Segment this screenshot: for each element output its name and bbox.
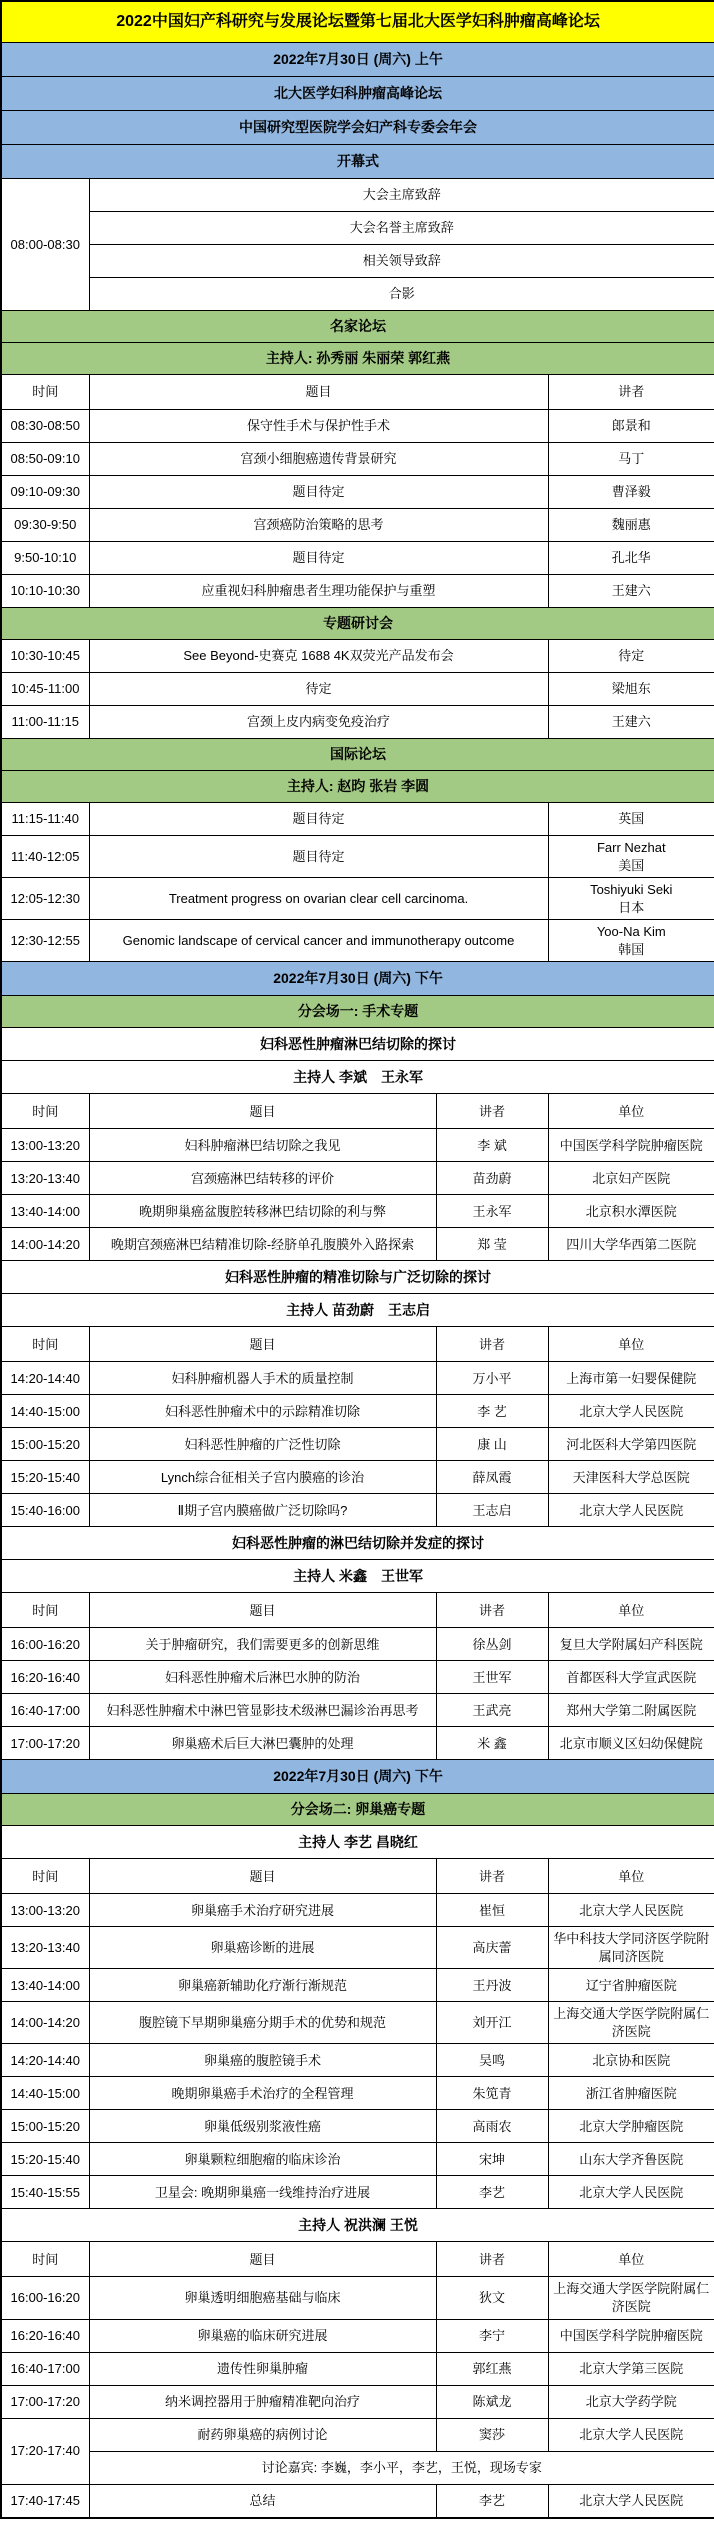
session-title-row xyxy=(1,1560,714,1593)
time-cell: 10:45-11:00 xyxy=(1,673,89,706)
agenda-row xyxy=(1,542,714,575)
time-cell: 9:50-10:10 xyxy=(1,542,89,575)
time-cell: 16:20-16:40 xyxy=(1,2319,89,2352)
date-banner: 中国研究型医院学会妇产科专委会年会 xyxy=(1,111,714,145)
agenda-row xyxy=(1,1395,714,1428)
time-cell: 12:30-12:55 xyxy=(1,920,89,962)
speaker-cell xyxy=(548,836,714,878)
agenda-row xyxy=(1,1461,714,1494)
topic-cell: 卵巢颗粒细胞瘤的临床诊治 xyxy=(89,2143,436,2176)
section-banner: 主持人: 赵昀 张岩 李圆 xyxy=(1,771,714,803)
time-cell: 08:50-09:10 xyxy=(1,443,89,476)
session-title-row xyxy=(1,1294,714,1327)
org-cell: 上海交通大学医学院附属仁济医院 xyxy=(548,2277,714,2319)
speaker-cell: 薛凤霞 xyxy=(436,1461,548,1494)
speaker-cell xyxy=(548,920,714,962)
time-cell: 15:40-16:00 xyxy=(1,1494,89,1527)
session-title: 主持人 苗劲蔚 王志启 xyxy=(1,1294,714,1327)
agenda-row xyxy=(1,1162,714,1195)
org-cell: 北京协和医院 xyxy=(548,2044,714,2077)
topic-cell: 宫颈小细胞癌遗传背景研究 xyxy=(89,443,548,476)
time-cell: 08:30-08:50 xyxy=(1,410,89,443)
speaker-cell: 崔恒 xyxy=(436,1894,548,1927)
speaker-cell: 高庆蕾 xyxy=(436,1927,548,1969)
time-cell: 14:00-14:20 xyxy=(1,2002,89,2044)
time-cell: 17:00-17:20 xyxy=(1,2385,89,2418)
agenda-row xyxy=(1,410,714,443)
time-cell: 17:40-17:45 xyxy=(1,2484,89,2518)
topic-cell: 卵巢癌手术治疗研究进展 xyxy=(89,1894,436,1927)
speaker-cell: 王建六 xyxy=(548,706,714,739)
org-cell: 北京大学肿瘤医院 xyxy=(548,2110,714,2143)
opening-ceremony-row xyxy=(1,179,714,212)
speaker-cell: 待定 xyxy=(548,640,714,673)
agenda-row xyxy=(1,2418,714,2451)
org-cell: 浙江省肿瘤医院 xyxy=(548,2077,714,2110)
date-banner: 2022年7月30日 (周六) 上午 xyxy=(1,43,714,77)
section-banner-row xyxy=(1,343,714,375)
col-header-topic: 题目 xyxy=(89,1094,436,1129)
topic-cell: 妇科恶性肿瘤的广泛性切除 xyxy=(89,1428,436,1461)
agenda-row xyxy=(1,2002,714,2044)
speaker-cell: 高雨农 xyxy=(436,2110,548,2143)
col-header-topic: 题目 xyxy=(89,2242,436,2277)
time-cell: 17:20-17:40 xyxy=(1,2418,89,2484)
time-cell: 10:10-10:30 xyxy=(1,575,89,608)
discussion-guests-row xyxy=(1,2451,714,2484)
speaker-cell: 万小平 xyxy=(436,1362,548,1395)
time-cell: 14:40-15:00 xyxy=(1,2077,89,2110)
org-cell: 中国医学科学院肿瘤医院 xyxy=(548,1129,714,1162)
topic-cell: 关于肿瘤研究，我们需要更多的创新思维 xyxy=(89,1628,436,1661)
topic-cell: 总结 xyxy=(89,2484,436,2518)
speaker-cell: 李 斌 xyxy=(436,1129,548,1162)
opening-ceremony-row xyxy=(1,245,714,278)
time-cell: 15:00-15:20 xyxy=(1,2110,89,2143)
topic-cell: 保守性手术与保护性手术 xyxy=(89,410,548,443)
agenda-row xyxy=(1,575,714,608)
topic-cell: 卫星会: 晚期卵巢癌一线维持治疗进展 xyxy=(89,2176,436,2209)
time-cell: 09:10-09:30 xyxy=(1,476,89,509)
topic-cell: 宫颈上皮内病变免疫治疗 xyxy=(89,706,548,739)
date-banner: 北大医学妇科肿瘤高峰论坛 xyxy=(1,77,714,111)
agenda-row xyxy=(1,1362,714,1395)
col-header-org: 单位 xyxy=(548,1593,714,1628)
agenda-item-cell: 大会主席致辞 xyxy=(89,179,714,212)
agenda-row xyxy=(1,1927,714,1969)
col-header-speaker: 讲者 xyxy=(436,1593,548,1628)
col-header-time: 时间 xyxy=(1,2242,89,2277)
session-title-row xyxy=(1,1826,714,1859)
topic-cell: 纳米调控器用于肿瘤精准靶向治疗 xyxy=(89,2385,436,2418)
col-header-speaker: 讲者 xyxy=(548,375,714,410)
speaker-cell: 马丁 xyxy=(548,443,714,476)
time-cell: 14:00-14:20 xyxy=(1,1228,89,1261)
org-cell: 北京大学药学院 xyxy=(548,2385,714,2418)
topic-cell: Genomic landscape of cervical cancer and immunotherapy outcome xyxy=(89,920,548,962)
time-cell: 13:40-14:00 xyxy=(1,1969,89,2002)
speaker-line: Farr Nezhat xyxy=(596,840,666,855)
org-cell: 北京大学人民医院 xyxy=(548,2418,714,2451)
speaker-cell: 苗劲蔚 xyxy=(436,1162,548,1195)
topic-cell: 耐药卵巢癌的病例讨论 xyxy=(89,2418,436,2451)
org-cell: 北京大学第三医院 xyxy=(548,2352,714,2385)
date-banner-row xyxy=(1,43,714,77)
agenda-row xyxy=(1,1494,714,1527)
speaker-line: Yoo-Na Kim xyxy=(596,924,666,940)
agenda-item-cell: 大会名誉主席致辞 xyxy=(89,212,714,245)
speaker-cell xyxy=(548,878,714,920)
agenda-row xyxy=(1,2044,714,2077)
session-title: 主持人 祝洪澜 王悦 xyxy=(1,2209,714,2242)
col-header-time: 时间 xyxy=(1,1859,89,1894)
org-cell: 首都医科大学宣武医院 xyxy=(548,1661,714,1694)
date-banner-row xyxy=(1,77,714,111)
time-cell: 15:00-15:20 xyxy=(1,1428,89,1461)
agenda-item-cell: 相关领导致辞 xyxy=(89,245,714,278)
date-banner-row xyxy=(1,1760,714,1794)
session-title-row xyxy=(1,2209,714,2242)
agenda-row xyxy=(1,1628,714,1661)
section-banner-row xyxy=(1,771,714,803)
date-banner: 开幕式 xyxy=(1,145,714,179)
conference-title: 2022中国妇产科研究与发展论坛暨第七届北大医学妇科肿瘤高峰论坛 xyxy=(1,1,714,43)
speaker-cell: 宋坤 xyxy=(436,2143,548,2176)
speaker-cell: 王志启 xyxy=(436,1494,548,1527)
col-header-org: 单位 xyxy=(548,1327,714,1362)
org-cell: 北京大学人民医院 xyxy=(548,1395,714,1428)
time-cell: 17:00-17:20 xyxy=(1,1727,89,1760)
session-title-row xyxy=(1,1527,714,1560)
org-cell: 北京大学人民医院 xyxy=(548,1894,714,1927)
time-cell: 12:05-12:30 xyxy=(1,878,89,920)
session-title-row xyxy=(1,1061,714,1094)
time-cell: 13:20-13:40 xyxy=(1,1927,89,1969)
speaker-cell: 康 山 xyxy=(436,1428,548,1461)
col-header-org: 单位 xyxy=(548,1094,714,1129)
speaker-line: Toshiyuki Seki xyxy=(590,882,673,898)
topic-cell: 卵巢透明细胞癌基础与临床 xyxy=(89,2277,436,2319)
speaker-cell: 陈斌龙 xyxy=(436,2385,548,2418)
org-cell: 北京妇产医院 xyxy=(548,1162,714,1195)
time-cell: 14:20-14:40 xyxy=(1,2044,89,2077)
col-header-org: 单位 xyxy=(548,2242,714,2277)
col-header-topic: 题目 xyxy=(89,1327,436,1362)
col-header-topic: 题目 xyxy=(89,1593,436,1628)
topic-cell: 卵巢癌术后巨大淋巴囊肿的处理 xyxy=(89,1727,436,1760)
org-cell: 北京市顺义区妇幼保健院 xyxy=(548,1727,714,1760)
topic-cell: 卵巢癌的腹腔镜手术 xyxy=(89,2044,436,2077)
conference-title-row xyxy=(1,1,714,43)
col-header-speaker: 讲者 xyxy=(436,2242,548,2277)
speaker-cell: 孔北华 xyxy=(548,542,714,575)
org-cell: 北京大学人民医院 xyxy=(548,2176,714,2209)
org-cell: 郑州大学第二附属医院 xyxy=(548,1694,714,1727)
speaker-cell: 李 艺 xyxy=(436,1395,548,1428)
topic-cell: 晚期卵巢癌盆腹腔转移淋巴结切除的利与弊 xyxy=(89,1195,436,1228)
topic-cell: 宫颈癌防治策略的思考 xyxy=(89,509,548,542)
section-banner: 专题研讨会 xyxy=(1,608,714,640)
agenda-row xyxy=(1,640,714,673)
topic-cell: 妇科恶性肿瘤术中淋巴管显影技术级淋巴漏诊治再思考 xyxy=(89,1694,436,1727)
date-banner: 2022年7月30日 (周六) 下午 xyxy=(1,962,714,996)
column-header-row xyxy=(1,1593,714,1628)
topic-cell: 题目待定 xyxy=(89,836,548,878)
speaker-line: 美国 xyxy=(618,857,645,873)
agenda-row xyxy=(1,803,714,836)
date-banner-row xyxy=(1,962,714,996)
topic-cell: 题目待定 xyxy=(89,542,548,575)
speaker-cell: 李艺 xyxy=(436,2176,548,2209)
section-banner-row xyxy=(1,996,714,1028)
time-cell: 16:40-17:00 xyxy=(1,1694,89,1727)
speaker-cell: 郭红燕 xyxy=(436,2352,548,2385)
speaker-line: 韩国 xyxy=(618,941,645,957)
agenda-row xyxy=(1,2484,714,2518)
agenda-row xyxy=(1,2110,714,2143)
column-header-row xyxy=(1,1327,714,1362)
topic-cell: 应重视妇科肿瘤患者生理功能保护与重塑 xyxy=(89,575,548,608)
agenda-row xyxy=(1,2319,714,2352)
opening-ceremony-row xyxy=(1,278,714,311)
session-title: 妇科恶性肿瘤的精准切除与广泛切除的探讨 xyxy=(1,1261,714,1294)
section-banner-row xyxy=(1,1794,714,1826)
time-cell: 10:30-10:45 xyxy=(1,640,89,673)
speaker-cell: 王建六 xyxy=(548,575,714,608)
agenda-row xyxy=(1,2077,714,2110)
speaker-cell: 窦莎 xyxy=(436,2418,548,2451)
agenda-row xyxy=(1,1661,714,1694)
col-header-topic: 题目 xyxy=(89,1859,436,1894)
agenda-item-cell: 合影 xyxy=(89,278,714,311)
agenda-row xyxy=(1,673,714,706)
org-cell: 北京大学人民医院 xyxy=(548,2484,714,2518)
agenda-row xyxy=(1,509,714,542)
org-cell: 华中科技大学同济医学院附属同济医院 xyxy=(548,1927,714,1969)
session-title: 主持人 米鑫 王世军 xyxy=(1,1560,714,1593)
speaker-cell: 王丹波 xyxy=(436,1969,548,2002)
time-cell: 09:30-9:50 xyxy=(1,509,89,542)
topic-cell: Ⅱ期子宫内膜癌做广泛切除吗? xyxy=(89,1494,436,1527)
speaker-cell: 朱笕青 xyxy=(436,2077,548,2110)
agenda-row xyxy=(1,878,714,920)
section-banner: 分会场二: 卵巢癌专题 xyxy=(1,1794,714,1826)
speaker-cell: 李宁 xyxy=(436,2319,548,2352)
col-header-time: 时间 xyxy=(1,1094,89,1129)
topic-cell: 晚期卵巢癌手术治疗的全程管理 xyxy=(89,2077,436,2110)
time-cell: 16:20-16:40 xyxy=(1,1661,89,1694)
org-cell: 天津医科大学总医院 xyxy=(548,1461,714,1494)
column-header-row xyxy=(1,1859,714,1894)
session-title: 妇科恶性肿瘤淋巴结切除的探讨 xyxy=(1,1028,714,1061)
time-cell: 13:20-13:40 xyxy=(1,1162,89,1195)
speaker-cell: 吴鸣 xyxy=(436,2044,548,2077)
topic-cell: 妇科肿瘤机器人手术的质量控制 xyxy=(89,1362,436,1395)
topic-cell: 卵巢癌诊断的进展 xyxy=(89,1927,436,1969)
section-banner-row xyxy=(1,608,714,640)
session-title-row xyxy=(1,1028,714,1061)
speaker-cell: 英国 xyxy=(548,803,714,836)
speaker-cell: 徐丛剑 xyxy=(436,1628,548,1661)
time-cell: 14:20-14:40 xyxy=(1,1362,89,1395)
section-banner: 名家论坛 xyxy=(1,311,714,343)
time-cell: 13:00-13:20 xyxy=(1,1894,89,1927)
org-cell: 上海交通大学医学院附属仁济医院 xyxy=(548,2002,714,2044)
topic-cell: 遗传性卵巢肿瘤 xyxy=(89,2352,436,2385)
col-header-topic: 题目 xyxy=(89,375,548,410)
time-cell: 11:00-11:15 xyxy=(1,706,89,739)
speaker-cell: 郑 莹 xyxy=(436,1228,548,1261)
agenda-row xyxy=(1,476,714,509)
session-title: 主持人 李斌 王永军 xyxy=(1,1061,714,1094)
speaker-cell: 王世军 xyxy=(436,1661,548,1694)
note-cell: 讨论嘉宾: 李巍，李小平，李艺，王悦，现场专家 xyxy=(89,2451,714,2484)
org-cell: 河北医科大学第四医院 xyxy=(548,1428,714,1461)
agenda-row xyxy=(1,1969,714,2002)
time-cell: 16:00-16:20 xyxy=(1,2277,89,2319)
agenda-row xyxy=(1,1428,714,1461)
agenda-row xyxy=(1,1228,714,1261)
speaker-cell: 刘开江 xyxy=(436,2002,548,2044)
section-banner: 国际论坛 xyxy=(1,739,714,771)
agenda-row xyxy=(1,2385,714,2418)
agenda-row xyxy=(1,1727,714,1760)
date-banner-row xyxy=(1,111,714,145)
col-header-speaker: 讲者 xyxy=(436,1327,548,1362)
topic-cell: 卵巢癌新辅助化疗渐行渐规范 xyxy=(89,1969,436,2002)
column-header-row xyxy=(1,375,714,410)
topic-cell: 卵巢癌的临床研究进展 xyxy=(89,2319,436,2352)
org-cell: 复旦大学附属妇产科医院 xyxy=(548,1628,714,1661)
speaker-cell: 王武亮 xyxy=(436,1694,548,1727)
topic-cell: 题目待定 xyxy=(89,476,548,509)
speaker-cell: 魏丽惠 xyxy=(548,509,714,542)
agenda-row xyxy=(1,2352,714,2385)
agenda-row xyxy=(1,920,714,962)
agenda-row xyxy=(1,2277,714,2319)
section-banner: 分会场一: 手术专题 xyxy=(1,996,714,1028)
time-cell: 13:00-13:20 xyxy=(1,1129,89,1162)
date-banner: 2022年7月30日 (周六) 下午 xyxy=(1,1760,714,1794)
topic-cell: See Beyond-史赛克 1688 4K双荧光产品发布会 xyxy=(89,640,548,673)
org-cell: 辽宁省肿瘤医院 xyxy=(548,1969,714,2002)
topic-cell: 题目待定 xyxy=(89,803,548,836)
speaker-cell: 曹泽毅 xyxy=(548,476,714,509)
speaker-cell: 郎景和 xyxy=(548,410,714,443)
agenda-row xyxy=(1,1694,714,1727)
org-cell: 北京大学人民医院 xyxy=(548,1494,714,1527)
org-cell: 中国医学科学院肿瘤医院 xyxy=(548,2319,714,2352)
col-header-time: 时间 xyxy=(1,1327,89,1362)
time-cell: 11:15-11:40 xyxy=(1,803,89,836)
session-title: 主持人 李艺 昌晓红 xyxy=(1,1826,714,1859)
column-header-row xyxy=(1,2242,714,2277)
time-cell: 16:40-17:00 xyxy=(1,2352,89,2385)
org-cell: 四川大学华西第二医院 xyxy=(548,1228,714,1261)
speaker-cell: 李艺 xyxy=(436,2484,548,2518)
topic-cell: 妇科肿瘤淋巴结切除之我见 xyxy=(89,1129,436,1162)
topic-cell: 晚期宫颈癌淋巴结精准切除-经脐单孔腹膜外入路探索 xyxy=(89,1228,436,1261)
speaker-cell: 狄文 xyxy=(436,2277,548,2319)
topic-cell: 腹腔镜下早期卵巢癌分期手术的优势和规范 xyxy=(89,2002,436,2044)
time-cell: 15:40-15:55 xyxy=(1,2176,89,2209)
agenda-row xyxy=(1,836,714,878)
topic-cell: 妇科恶性肿瘤术后淋巴水肿的防治 xyxy=(89,1661,436,1694)
speaker-cell: 米 鑫 xyxy=(436,1727,548,1760)
col-header-org: 单位 xyxy=(548,1859,714,1894)
speaker-line: 日本 xyxy=(618,899,645,915)
col-header-time: 时间 xyxy=(1,1593,89,1628)
agenda-row xyxy=(1,1894,714,1927)
col-header-speaker: 讲者 xyxy=(436,1094,548,1129)
section-banner-row xyxy=(1,739,714,771)
time-cell: 16:00-16:20 xyxy=(1,1628,89,1661)
session-title-row xyxy=(1,1261,714,1294)
org-cell: 山东大学齐鲁医院 xyxy=(548,2143,714,2176)
topic-cell: 卵巢低级别浆液性癌 xyxy=(89,2110,436,2143)
time-cell: 11:40-12:05 xyxy=(1,836,89,878)
topic-cell: 妇科恶性肿瘤术中的示踪精准切除 xyxy=(89,1395,436,1428)
agenda-row xyxy=(1,1195,714,1228)
speaker-cell: 王永军 xyxy=(436,1195,548,1228)
time-cell: 15:20-15:40 xyxy=(1,1461,89,1494)
topic-cell: Treatment progress on ovarian clear cell carcinoma. xyxy=(89,878,548,920)
agenda-row xyxy=(1,443,714,476)
section-banner-row xyxy=(1,311,714,343)
session-title: 妇科恶性肿瘤的淋巴结切除并发症的探讨 xyxy=(1,1527,714,1560)
column-header-row xyxy=(1,1094,714,1129)
agenda-row xyxy=(1,706,714,739)
org-cell: 上海市第一妇婴保健院 xyxy=(548,1362,714,1395)
topic-cell: 待定 xyxy=(89,673,548,706)
topic-cell: 宫颈癌淋巴结转移的评价 xyxy=(89,1162,436,1195)
time-cell: 15:20-15:40 xyxy=(1,2143,89,2176)
time-cell: 14:40-15:00 xyxy=(1,1395,89,1428)
time-cell: 13:40-14:00 xyxy=(1,1195,89,1228)
opening-ceremony-row xyxy=(1,212,714,245)
topic-cell: Lynch综合征相关子宫内膜癌的诊治 xyxy=(89,1461,436,1494)
date-banner-row xyxy=(1,145,714,179)
col-header-time: 时间 xyxy=(1,375,89,410)
org-cell: 北京积水潭医院 xyxy=(548,1195,714,1228)
col-header-speaker: 讲者 xyxy=(436,1859,548,1894)
section-banner: 主持人: 孙秀丽 朱丽荣 郭红燕 xyxy=(1,343,714,375)
agenda-row xyxy=(1,1129,714,1162)
time-cell: 08:00-08:30 xyxy=(1,179,89,311)
speaker-cell: 梁旭东 xyxy=(548,673,714,706)
agenda-row xyxy=(1,2176,714,2209)
agenda-row xyxy=(1,2143,714,2176)
